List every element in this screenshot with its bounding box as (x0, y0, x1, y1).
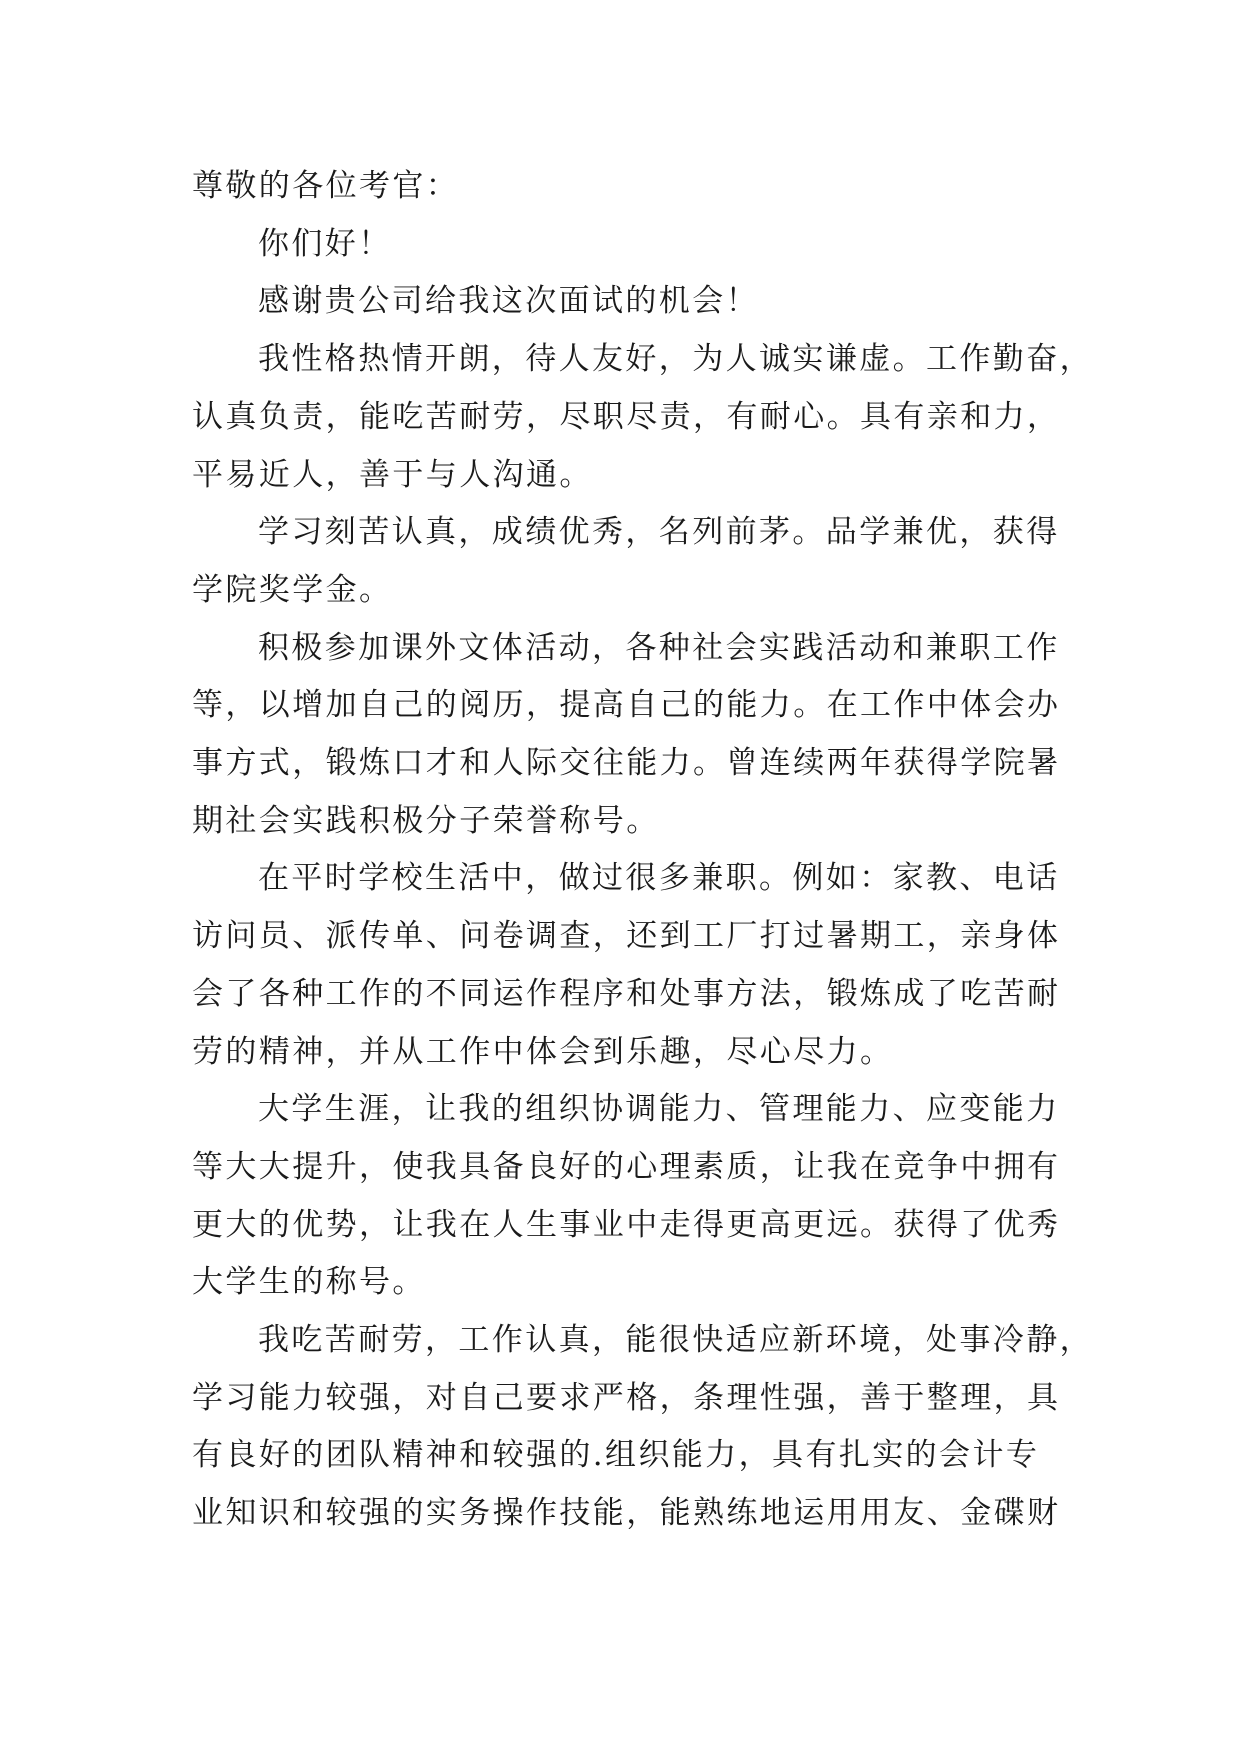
text-line: 更大的优势，让我在人生事业中走得更高更远。获得了优秀 (192, 1206, 1061, 1243)
text-line: 会了各种工作的不同运作程序和处事方法，锻炼成了吃苦耐 (192, 975, 1061, 1012)
text-line: 学院奖学金。 (192, 571, 393, 608)
text-line: 大学生涯，让我的组织协调能力、管理能力、应变能力 (258, 1091, 1060, 1128)
text-line: 你们好！ (258, 225, 392, 262)
letter-body (192, 158, 1093, 1543)
text-line: 我性格热情开朗，待人友好，为人诚实谦虚。工作勤奋， (258, 341, 1093, 378)
text-line: 劳的精神，并从工作中体会到乐趣，尽心尽力。 (192, 1033, 894, 1070)
text-line: 认真负责，能吃苦耐劳，尽职尽责，有耐心。具有亲和力， (192, 398, 1061, 435)
text-line: 在平时学校生活中，做过很多兼职。例如：家教、电话 (258, 860, 1060, 897)
text-line: 等大大提升，使我具备良好的心理素质，让我在竞争中拥有 (192, 1148, 1061, 1185)
text-line: 感谢贵公司给我这次面试的机会！ (258, 283, 759, 320)
text-line: 我吃苦耐劳，工作认真，能很快适应新环境，处事冷静， (258, 1322, 1093, 1359)
text-line: 平易近人，善于与人沟通。 (192, 456, 593, 493)
text-line: 业知识和较强的实务操作技能，能熟练地运用用友、金碟财 (192, 1495, 1061, 1532)
text-line: 学习能力较强，对自己要求严格，条理性强，善于整理，具 (192, 1379, 1061, 1416)
salutation: 尊敬的各位考官： (192, 168, 460, 204)
text-line: 大学生的称号。 (192, 1264, 426, 1301)
text-line: 等，以增加自己的阅历，提高自己的能力。在工作中体会办 (192, 687, 1061, 724)
text-line: 事方式，锻炼口才和人际交往能力。曾连续两年获得学院暑 (192, 745, 1061, 782)
text-line: 学习刻苦认真，成绩优秀，名列前茅。品学兼优，获得 (258, 514, 1060, 551)
text-line: 访问员、派传单、问卷调查，还到工厂打过暑期工，亲身体 (192, 918, 1061, 955)
text-line: 期社会实践积极分子荣誉称号。 (192, 802, 660, 839)
text-line: 积极参加课外文体活动，各种社会实践活动和兼职工作 (258, 629, 1060, 666)
text-line: 有良好的团队精神和较强的.组织能力，具有扎实的会计专 (192, 1437, 1040, 1474)
